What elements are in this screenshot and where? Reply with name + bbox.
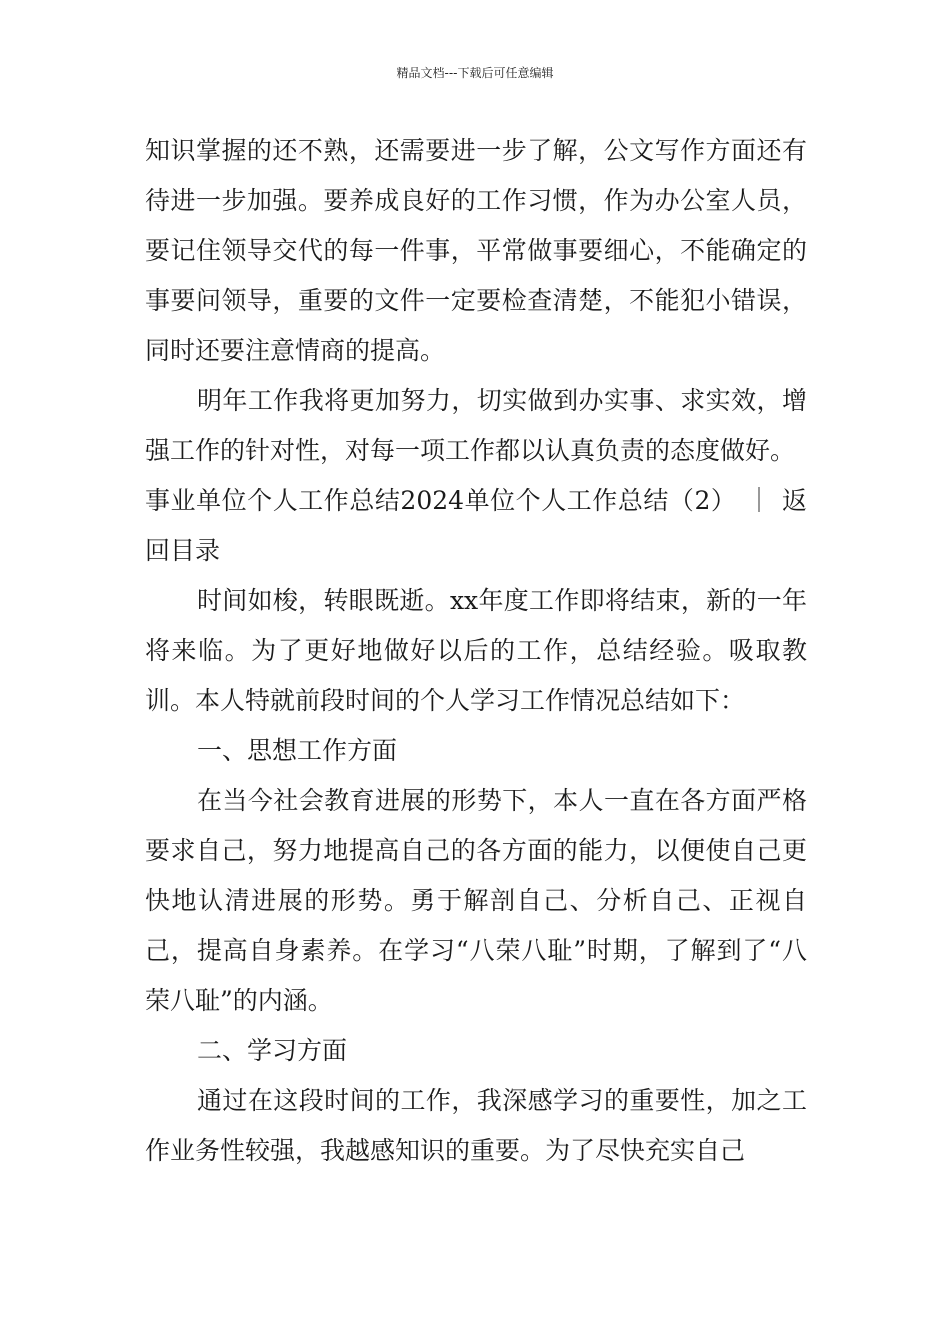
paragraph-ideology: 在当今社会教育进展的形势下，本人一直在各方面严格要求自己，努力地提高自己的各方面的能力，以便使自己更快地认清进展的形势。勇于解剖自己、分析自己、正视自己，提高自身素养。在学习“八荣八耻”时期，了解到了“八荣八耻”的内涵。 (145, 786, 807, 1015)
paragraph-intro: 时间如梭，转眼既逝。xx年度工作即将结束，新的一年将来临。为了更好地做好以后的工作，总结经验。吸取教训。本人特就前段时间的个人学习工作情况总结如下： (145, 586, 807, 715)
section-title (145, 476, 807, 576)
heading-ideology: 一、思想工作方面 (197, 736, 398, 765)
page-header: 精品文档---下载后可任意编辑 (396, 66, 554, 80)
section-title-text: 事业单位个人工作总结2024单位个人工作总结（2） (145, 486, 737, 515)
heading-study: 二、学习方面 (197, 1036, 348, 1065)
back-to-toc-link[interactable]: 返回目录 (145, 486, 807, 565)
document-body (145, 126, 807, 1176)
title-separator: ｜ (746, 486, 772, 515)
paragraph-study: 通过在这段时间的工作，我深感学习的重要性，加之工作业务性较强，我越感知识的重要。为了尽快充实自己 (145, 1086, 807, 1165)
paragraph-continuation: 知识掌握的还不熟，还需要进一步了解，公文写作方面还有待进一步加强。要养成良好的工作习惯，作为办公室人员，要记住领导交代的每一件事，平常做事要细心，不能确定的事要问领导，重要的文件一定要检查清楚，不能犯小错误，同时还要注意情商的提高。 (145, 136, 807, 365)
paragraph-next-year-plan: 明年工作我将更加努力，切实做到办实事、求实效，增强工作的针对性，对每一项工作都以认真负责的态度做好。 (145, 386, 807, 465)
